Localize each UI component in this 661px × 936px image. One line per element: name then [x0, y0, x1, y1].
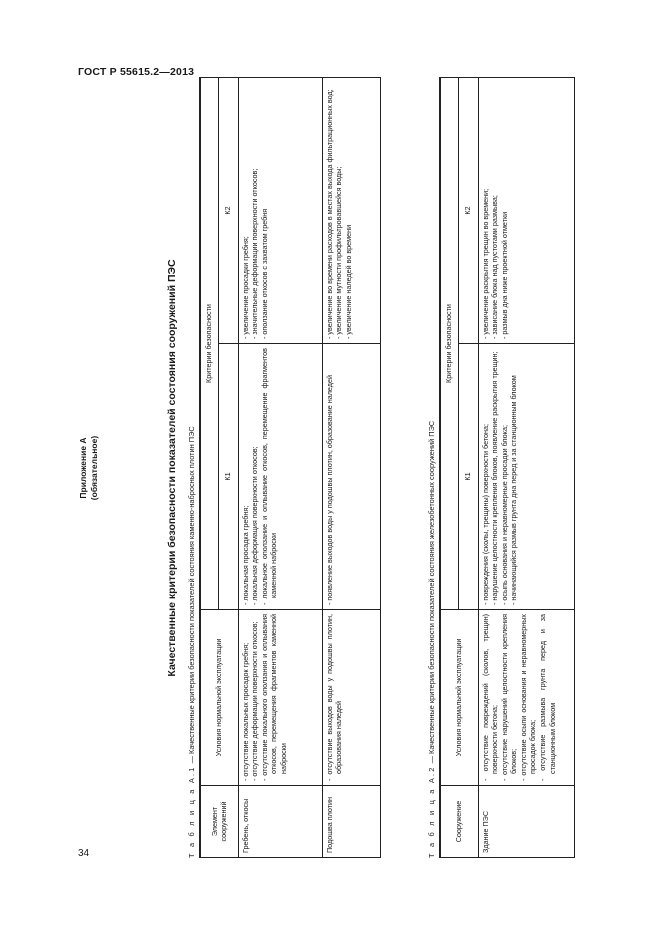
- list-item: - отсутствие выходов воды у подошвы плотин, образования наледей: [324, 614, 344, 781]
- list-item: - локальная просадка гребня;: [240, 505, 250, 605]
- col-header-normal: Условия нормальной эксплуатации: [200, 610, 238, 786]
- list-item: - увеличение раскрытия трещин во времени;: [480, 188, 490, 339]
- row-element: Гребень, откосы: [238, 786, 322, 858]
- list-item: - оползание откосов с захватом гребня: [259, 208, 269, 339]
- list-item: - повреждения (сколы, трещины) поверхности бетона;: [480, 424, 490, 605]
- list-item: - локальное оползание и оплывание откосов, перемещение фрагментов каменной наброски: [259, 348, 279, 605]
- table1-caption: [187, 426, 196, 858]
- list-item: - зависание блока над пустотами размыва;: [490, 195, 500, 339]
- col-header-k2: К2: [458, 78, 478, 344]
- table2-caption-text: — Качественные критерии безопасности показателей состояния железобетонных сооружений ПЭС: [427, 420, 436, 766]
- rotated-content: [78, 78, 598, 858]
- list-item: - отсутствие деформации поверхности откосов;: [250, 621, 260, 781]
- col-header-k1: К1: [218, 344, 238, 610]
- table-row: [238, 78, 322, 858]
- row-k1: [322, 344, 380, 610]
- col-header-element: Сооружение: [440, 786, 478, 858]
- row-k2: [478, 78, 574, 344]
- list-item: - увеличение мутности профильтровавшейся воды;: [334, 166, 344, 339]
- list-item: - значительные деформации поверхности откосов;: [250, 168, 260, 339]
- row-normal: [238, 610, 322, 786]
- table1-caption-text: — Качественные критерии безопасности показателей состояния каменно-набросных плотин ПЭС: [187, 426, 196, 766]
- list-item: - начинающийся размыв грунта дна перед и за станционным блоком: [509, 375, 519, 605]
- list-item: - отсутствие повреждений (сколов, трещин) поверхности бетона;: [480, 614, 500, 781]
- list-item: - нарушение целостности крепления блоков, появление раскрытия трещин;: [490, 351, 500, 605]
- list-item: - размыв дна ниже проектной отметки: [499, 211, 509, 339]
- list-item: - появление выходов воды у подошвы плотин, образование наледей: [324, 375, 334, 605]
- list-item: - осыпь основания и неравномерные просадки блока;: [499, 425, 509, 605]
- row-k2: [322, 78, 380, 344]
- table-a1: [199, 77, 381, 858]
- table1-caption-prefix: Т а б л и ц а А.1: [187, 765, 196, 858]
- list-item: - отсутствие размыва грунта перед и за станционным блоком: [538, 614, 557, 781]
- row-normal: [478, 610, 574, 786]
- table2-caption-prefix: Т а б л и ц а А.2: [427, 765, 436, 858]
- list-item: - отсутствие локального оползания и оплывания откосов, перемещения фрагментов каменной наброски: [259, 614, 288, 781]
- list-item: - отсутствие осыпи основания и неравномерных просадок блока;: [518, 614, 538, 781]
- col-header-normal: Условия нормальной эксплуатации: [440, 610, 478, 786]
- row-k1: [478, 344, 574, 610]
- page-number: 34: [78, 848, 90, 859]
- table2-caption: [427, 421, 436, 858]
- row-element: Подошва плотин: [322, 786, 380, 858]
- table-a2: [439, 77, 575, 858]
- list-item: - отсутствие локальных просадок гребня;: [240, 642, 250, 781]
- col-header-criteria: Критерии безопасности: [440, 78, 458, 610]
- row-k1: [238, 344, 322, 610]
- table-row: [322, 78, 380, 858]
- document-header: ГОСТ Р 55615.2—2013: [78, 66, 195, 78]
- table-row: [478, 78, 574, 858]
- section-title: Качественные критерии безопасности показателей состояния сооружений ПЭС: [166, 259, 178, 677]
- row-k2: [238, 78, 322, 344]
- list-item: - увеличение во времени расходов в местах выхода фильтрационных вод;: [324, 89, 334, 339]
- appendix-subtitle: (обязательное): [89, 435, 99, 501]
- list-item: - увеличение наледей во времени: [343, 224, 353, 339]
- list-item: - отсутствие нарушений целостности крепления блоков;: [499, 614, 519, 781]
- col-header-k1: К1: [458, 344, 478, 610]
- list-item: - локальная деформация поверхности откосов;: [250, 446, 260, 605]
- list-item: - увеличение просадки гребня;: [240, 236, 250, 339]
- row-element: Здание ПЭС: [478, 786, 574, 858]
- col-header-criteria: Критерии безопасности: [200, 78, 218, 610]
- col-header-k2: К2: [218, 78, 238, 344]
- row-normal: [322, 610, 380, 786]
- col-header-element: Элемент сооружений: [200, 786, 238, 858]
- appendix-title: Приложение А: [78, 437, 88, 499]
